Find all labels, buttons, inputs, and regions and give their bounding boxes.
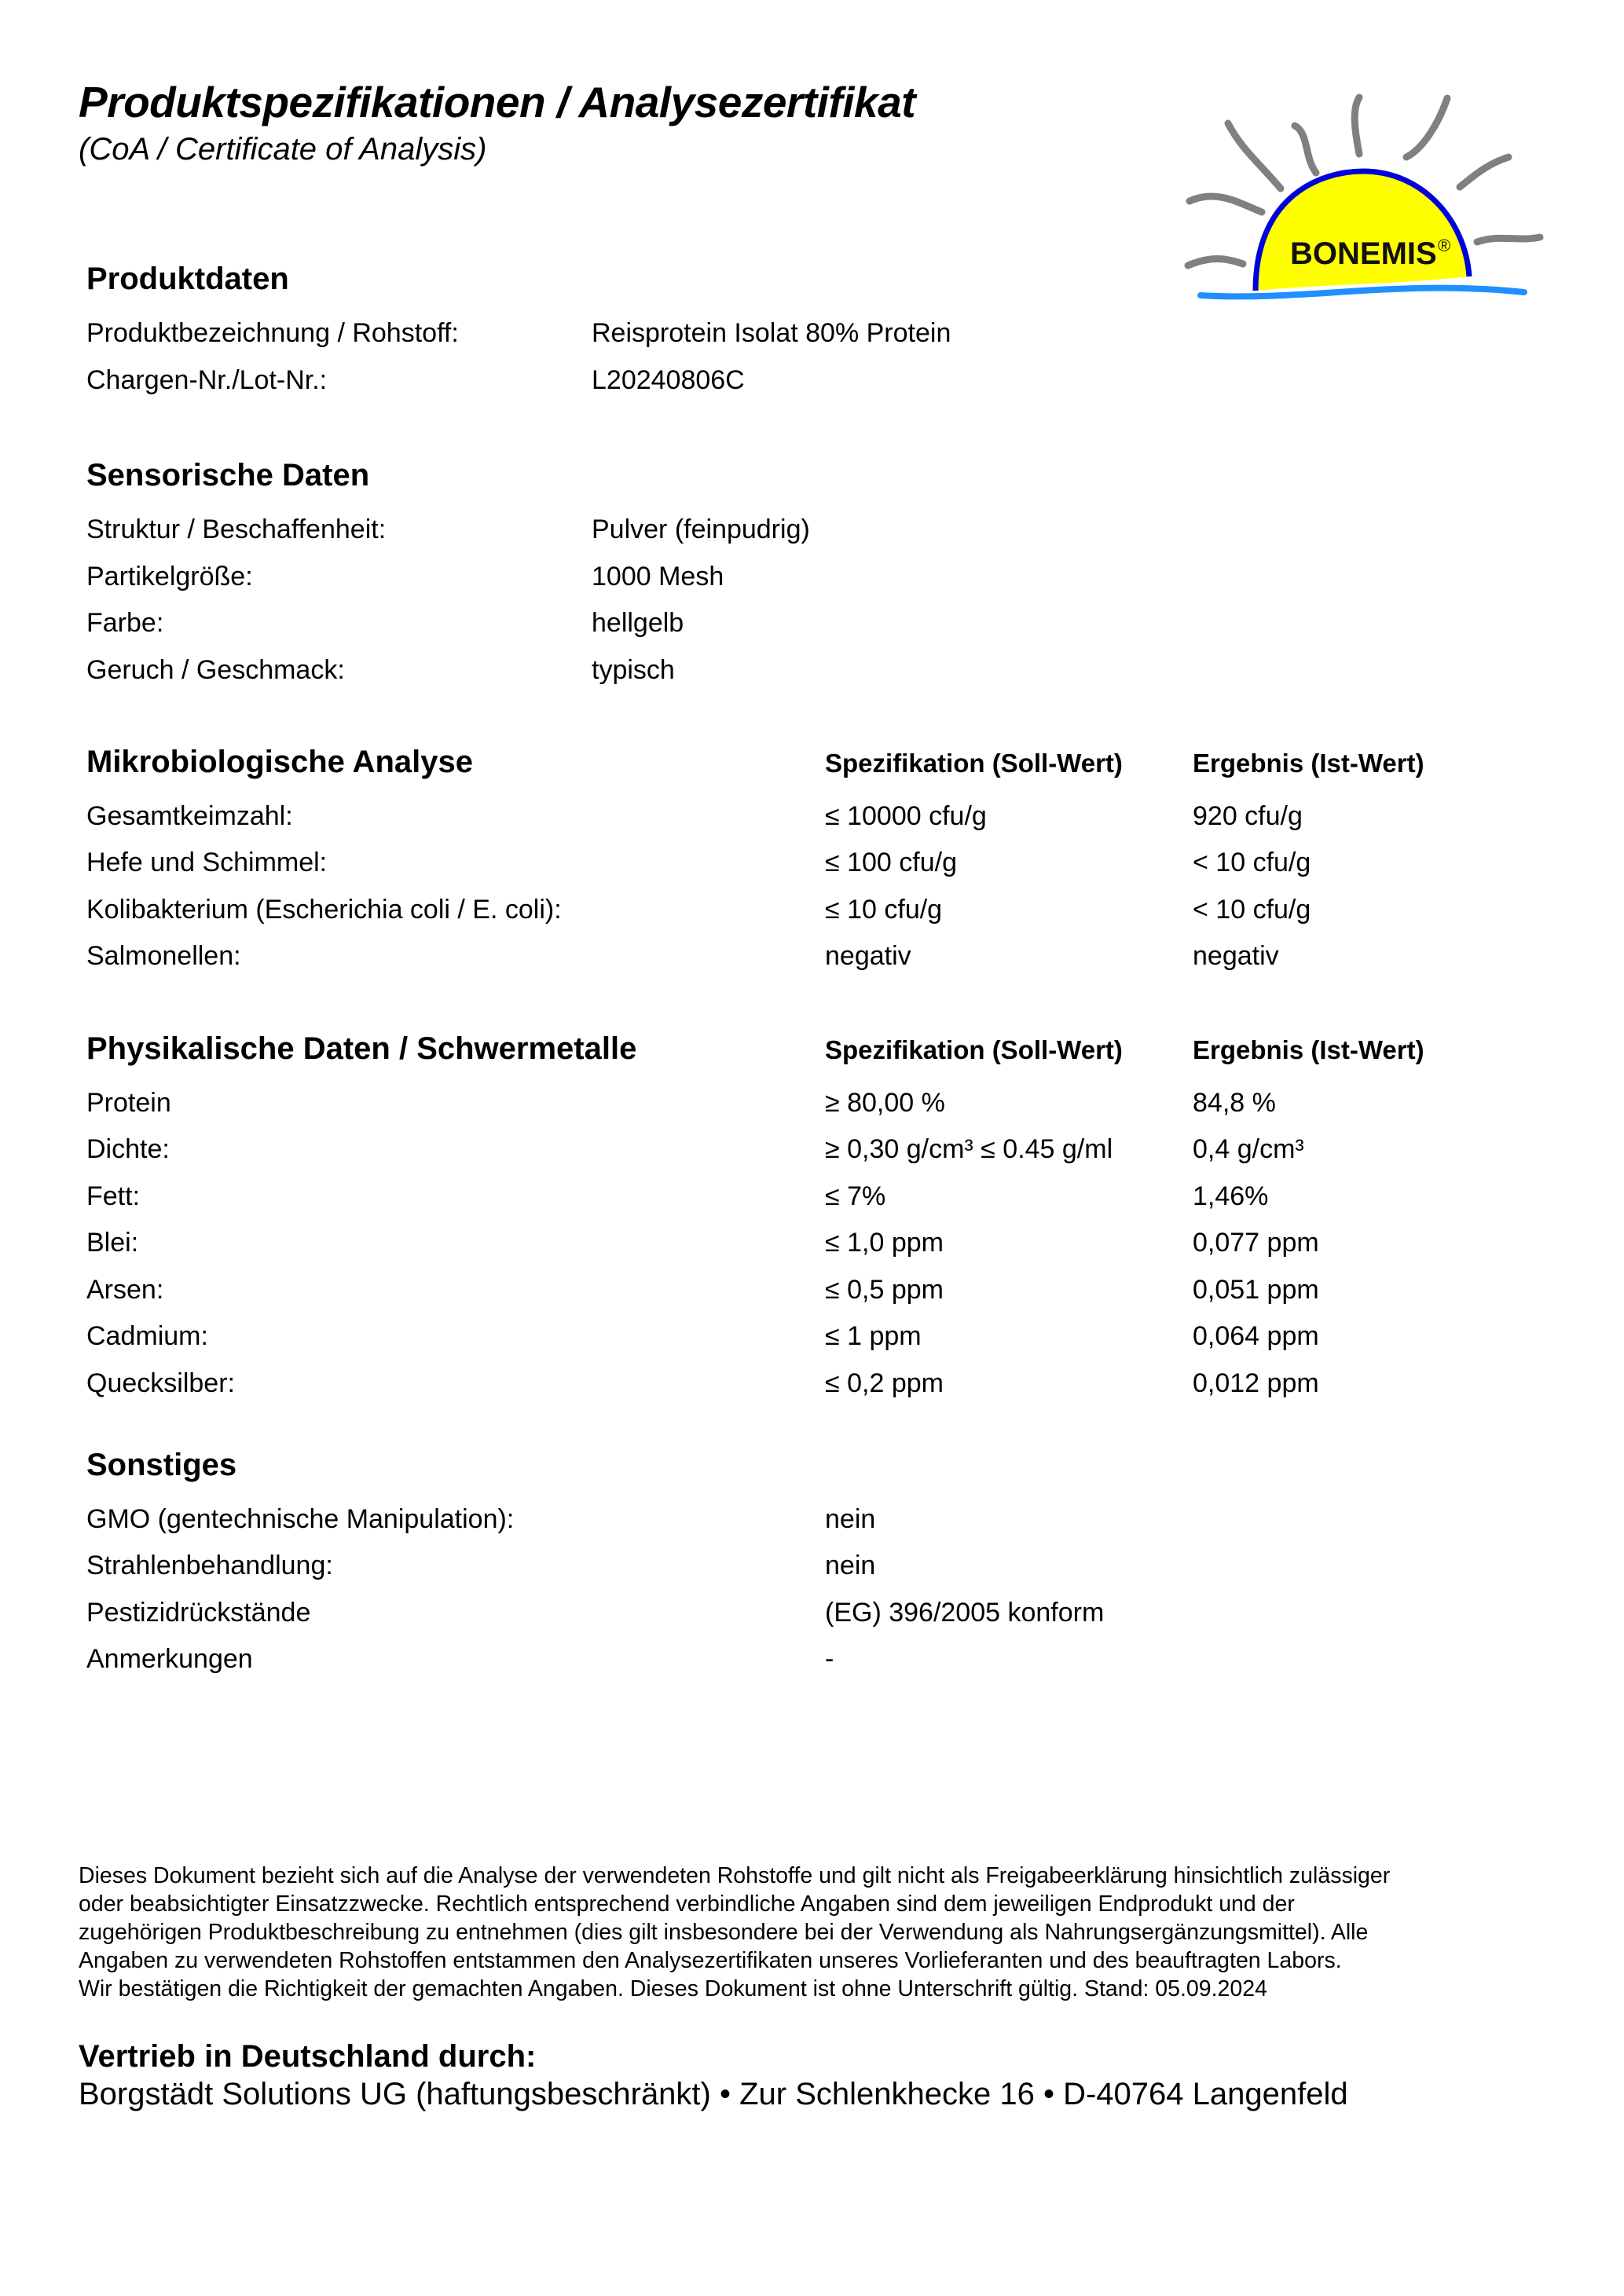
- physik-row: [0, 1088, 1624, 1127]
- row-label: Anmerkungen: [86, 1644, 253, 1674]
- column-header-spec: Spezifikation (Soll-Wert): [825, 749, 1123, 778]
- row-label: Fett:: [86, 1181, 141, 1211]
- physik-row: [0, 1368, 1624, 1408]
- row-value: -: [825, 1644, 834, 1674]
- sonstiges-row: [0, 1551, 1624, 1590]
- row-result: 0,4 g/cm³: [1193, 1134, 1304, 1164]
- row-result: 84,8 %: [1193, 1088, 1276, 1118]
- row-result: 0,012 ppm: [1193, 1368, 1319, 1398]
- physik-row: [0, 1228, 1624, 1267]
- section-heading-sensorisch: Sensorische Daten: [86, 458, 370, 493]
- row-result: 0,064 ppm: [1193, 1321, 1319, 1351]
- sonstiges-row: [0, 1598, 1624, 1637]
- logo-brand-text: BONEMIS: [1290, 236, 1437, 271]
- row-label: Kolibakterium (Escherichia coli / E. coli):: [86, 895, 562, 925]
- sensorisch-row: [0, 655, 1624, 694]
- row-label: Arsen:: [86, 1275, 164, 1305]
- row-spec: negativ: [825, 941, 911, 971]
- bonemis-logo: [1163, 79, 1571, 306]
- section-heading-physik: Physikalische Daten / Schwermetalle: [86, 1031, 637, 1066]
- row-result: < 10 cfu/g: [1193, 848, 1311, 877]
- row-label: Struktur / Beschaffenheit:: [86, 514, 387, 544]
- sonstiges-row: [0, 1504, 1624, 1543]
- row-value: nein: [825, 1551, 876, 1580]
- row-label: Blei:: [86, 1228, 139, 1258]
- section-heading-produktdaten: Produktdaten: [86, 262, 289, 296]
- row-label: Cadmium:: [86, 1321, 208, 1351]
- produktdaten-row: [0, 365, 1624, 405]
- row-spec: ≤ 1,0 ppm: [825, 1228, 944, 1258]
- logo-registered-mark: ®: [1438, 236, 1451, 255]
- distribution-address: Borgstädt Solutions UG (haftungsbeschränkt) • Zur Schlenkhecke 16 • D-40764 Langenfeld: [79, 2077, 1348, 2111]
- mikro-row: [0, 895, 1624, 934]
- mikro-row: [0, 801, 1624, 840]
- row-spec: ≥ 80,00 %: [825, 1088, 945, 1118]
- disclaimer-line: Dieses Dokument bezieht sich auf die Analyse der verwendeten Rohstoffe und gilt nicht als Freigabeerklärung hinsichtlich zulässiger: [79, 1863, 1391, 1888]
- sensorisch-row: [0, 514, 1624, 554]
- row-label: Strahlenbehandlung:: [86, 1551, 333, 1580]
- section-heading-mikro: Mikrobiologische Analyse: [86, 745, 473, 779]
- row-label: Hefe und Schimmel:: [86, 848, 328, 877]
- mikro-row: [0, 848, 1624, 887]
- disclaimer-text: [79, 1862, 1571, 2003]
- row-label: Salmonellen:: [86, 941, 241, 971]
- row-spec: ≤ 0,2 ppm: [825, 1368, 944, 1398]
- row-spec: ≤ 100 cfu/g: [825, 848, 957, 877]
- row-spec: ≤ 7%: [825, 1181, 886, 1211]
- physik-row: [0, 1321, 1624, 1360]
- disclaimer-line: Wir bestätigen die Richtigkeit der gemachten Angaben. Dieses Dokument ist ohne Unterschrift gültig. Stand: 05.09.2024: [79, 1976, 1267, 2001]
- column-header-result: Ergebnis (Ist-Wert): [1193, 749, 1424, 778]
- disclaimer-line: Angaben zu verwendeten Rohstoffen entstammen den Analysezertifikaten unseres Vorlieferanten und des beauftragten Labors.: [79, 1948, 1342, 1973]
- row-value: hellgelb: [592, 608, 684, 638]
- row-result: < 10 cfu/g: [1193, 895, 1311, 925]
- disclaimer-line: zugehörigen Produktbeschreibung zu entnehmen (dies gilt insbesondere bei der Verwendung als Nahrungsergänzungsmittel). Alle: [79, 1920, 1369, 1945]
- row-label: Produktbezeichnung / Rohstoff:: [86, 318, 459, 348]
- row-spec: ≥ 0,30 g/cm³ ≤ 0.45 g/ml: [825, 1134, 1113, 1164]
- disclaimer-line: oder beabsichtigter Einsatzzwecke. Rechtlich entsprechend verbindliche Angaben sind dem jeweiligen Endprodukt und der: [79, 1891, 1295, 1917]
- produktdaten-row: [0, 318, 1624, 357]
- mikro-row: [0, 941, 1624, 980]
- row-label: Gesamtkeimzahl:: [86, 801, 293, 831]
- physik-row: [0, 1181, 1624, 1221]
- row-label: Dichte:: [86, 1134, 170, 1164]
- row-label: Farbe:: [86, 608, 164, 638]
- row-spec: ≤ 0,5 ppm: [825, 1275, 944, 1305]
- sonstiges-row: [0, 1644, 1624, 1683]
- row-label: Pestizidrückstände: [86, 1598, 311, 1628]
- row-result: 920 cfu/g: [1193, 801, 1303, 831]
- row-result: 0,077 ppm: [1193, 1228, 1319, 1258]
- row-value: 1000 Mesh: [592, 562, 724, 591]
- row-spec: ≤ 10000 cfu/g: [825, 801, 987, 831]
- row-result: 1,46%: [1193, 1181, 1269, 1211]
- physik-row: [0, 1275, 1624, 1314]
- column-header-spec: Spezifikation (Soll-Wert): [825, 1035, 1123, 1064]
- row-value: nein: [825, 1504, 876, 1534]
- physik-row: [0, 1134, 1624, 1174]
- document-subtitle: (CoA / Certificate of Analysis): [79, 132, 487, 167]
- row-value: L20240806C: [592, 365, 745, 395]
- distribution-heading: Vertrieb in Deutschland durch:: [79, 2039, 537, 2074]
- row-result: negativ: [1193, 941, 1279, 971]
- section-heading-sonstiges: Sonstiges: [86, 1448, 237, 1482]
- row-value: Pulver (feinpudrig): [592, 514, 810, 544]
- row-label: Geruch / Geschmack:: [86, 655, 345, 685]
- row-spec: ≤ 10 cfu/g: [825, 895, 943, 925]
- sensorisch-row: [0, 608, 1624, 647]
- row-label: GMO (gentechnische Manipulation):: [86, 1504, 515, 1534]
- row-result: 0,051 ppm: [1193, 1275, 1319, 1305]
- column-header-result: Ergebnis (Ist-Wert): [1193, 1035, 1424, 1064]
- document-title: Produktspezifikationen / Analysezertifikat: [79, 78, 916, 126]
- row-value: (EG) 396/2005 konform: [825, 1598, 1105, 1628]
- row-spec: ≤ 1 ppm: [825, 1321, 922, 1351]
- row-value: typisch: [592, 655, 675, 685]
- row-value: Reisprotein Isolat 80% Protein: [592, 318, 951, 348]
- row-label: Quecksilber:: [86, 1368, 235, 1398]
- row-label: Protein: [86, 1088, 171, 1118]
- sensorisch-row: [0, 562, 1624, 601]
- row-label: Chargen-Nr./Lot-Nr.:: [86, 365, 328, 395]
- row-label: Partikelgröße:: [86, 562, 253, 591]
- sun-logo-icon: [1163, 79, 1571, 306]
